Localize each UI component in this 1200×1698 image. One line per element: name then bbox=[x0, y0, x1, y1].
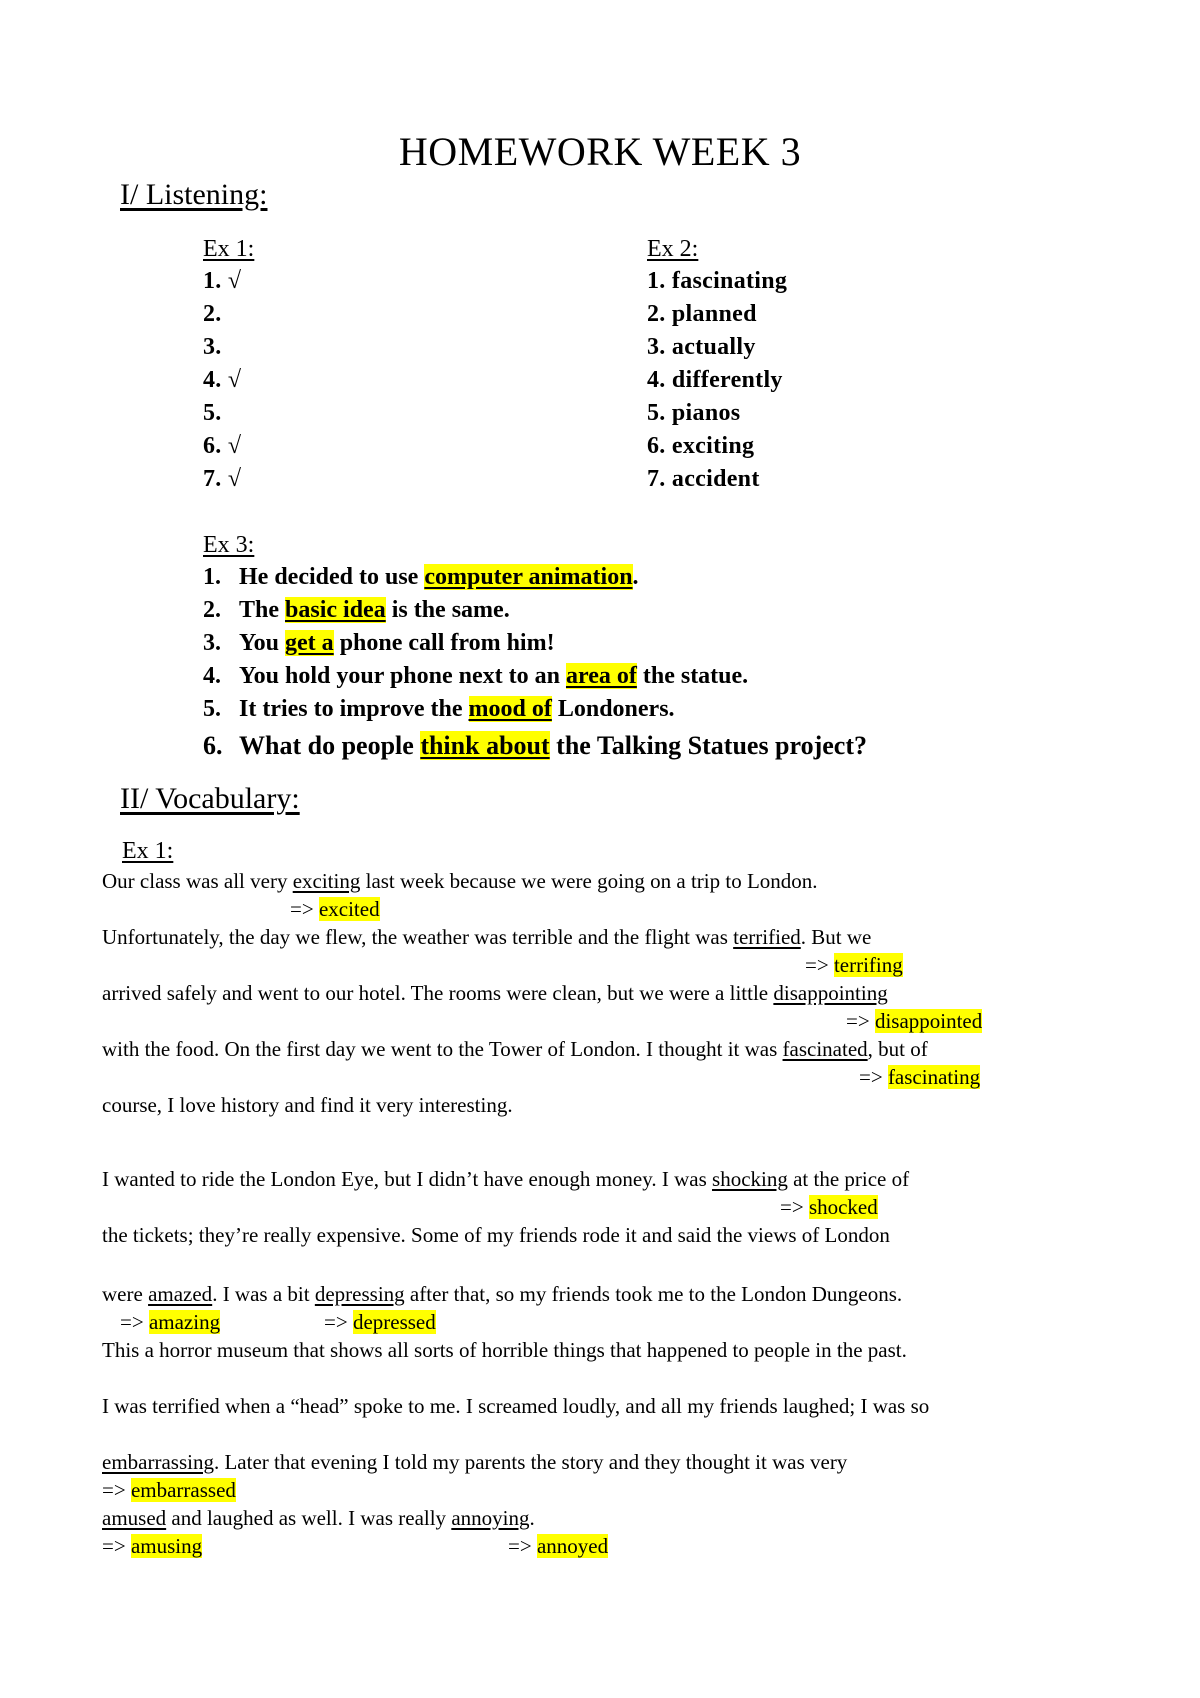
ex3-sentence bbox=[203, 731, 867, 761]
ex3-answer: get a bbox=[285, 630, 334, 656]
correction bbox=[290, 897, 380, 922]
passage-text: . Later that evening I told my parents the story and they thought it was very bbox=[213, 1450, 848, 1474]
listening-ex2-item: 5. pianos bbox=[647, 400, 741, 426]
corrected-word: annoyed bbox=[536, 1534, 609, 1558]
passage-line bbox=[102, 1506, 535, 1531]
listening-ex2-heading: Ex 2: bbox=[647, 236, 699, 262]
passage-line bbox=[102, 925, 871, 950]
arrow: => bbox=[780, 1195, 809, 1219]
listening-ex2-item: 6. exciting bbox=[647, 433, 755, 459]
corrected-word: fascinating bbox=[887, 1065, 981, 1089]
passage-line bbox=[102, 869, 818, 894]
ex3-text: You hold your phone next to an bbox=[239, 663, 566, 689]
listening-ex1-item: 2. bbox=[203, 301, 222, 327]
correction bbox=[805, 953, 903, 978]
corrected-word: disappointed bbox=[874, 1009, 983, 1033]
ex3-sentence bbox=[203, 564, 639, 591]
wrong-word: disappointing bbox=[773, 981, 888, 1005]
corrected-word: terrifing bbox=[833, 953, 903, 977]
listening-ex2-item: 7. accident bbox=[647, 466, 760, 492]
arrow: => bbox=[805, 953, 834, 977]
correction bbox=[120, 1310, 220, 1335]
passage-text: were bbox=[102, 1282, 149, 1306]
correction bbox=[859, 1065, 980, 1090]
passage-text: , but of bbox=[867, 1037, 928, 1061]
listening-heading: I/ Listening: bbox=[120, 178, 268, 211]
wrong-word: amused bbox=[102, 1506, 167, 1530]
wrong-word: fascinated bbox=[782, 1037, 868, 1061]
wrong-word: shocking bbox=[712, 1167, 788, 1191]
wrong-word: depressing bbox=[314, 1282, 405, 1306]
vocabulary-ex1-heading: Ex 1: bbox=[122, 838, 174, 864]
corrected-word: embarrassed bbox=[130, 1478, 236, 1502]
ex3-number: 1. bbox=[203, 564, 221, 590]
ex3-sentence bbox=[203, 630, 555, 657]
passage-text: I wanted to ride the London Eye, but I didn’t have enough money. I was bbox=[102, 1167, 713, 1191]
listening-ex1-item: 3. bbox=[203, 334, 222, 360]
ex3-text: Londoners. bbox=[551, 696, 675, 722]
listening-ex1-item: 1. √ bbox=[203, 268, 242, 294]
listening-ex1-item: 4. √ bbox=[203, 367, 242, 393]
passage-text: last week because we were going on a trip to London. bbox=[360, 869, 818, 893]
ex3-text: phone call from him! bbox=[333, 630, 555, 656]
correction bbox=[102, 1478, 236, 1503]
listening-ex1-heading: Ex 1: bbox=[203, 236, 255, 262]
passage-line bbox=[102, 981, 888, 1006]
passage-line bbox=[102, 1282, 902, 1307]
wrong-word: amazed bbox=[148, 1282, 213, 1306]
ex3-sentence bbox=[203, 696, 675, 723]
passage-line bbox=[102, 1037, 928, 1062]
passage-line bbox=[102, 1167, 909, 1192]
arrow: => bbox=[120, 1310, 149, 1334]
ex3-text: You bbox=[239, 630, 286, 656]
ex3-answer: think about bbox=[420, 731, 550, 760]
corrected-word: excited bbox=[318, 897, 380, 921]
ex3-text: is the same. bbox=[385, 597, 510, 623]
arrow: => bbox=[324, 1310, 353, 1334]
ex3-text: . bbox=[632, 564, 639, 590]
wrong-word: exciting bbox=[292, 869, 361, 893]
listening-ex1-item: 5. bbox=[203, 400, 222, 426]
listening-ex2-item: 1. fascinating bbox=[647, 268, 788, 294]
ex3-number: 4. bbox=[203, 663, 221, 689]
ex3-text: He decided to use bbox=[239, 564, 425, 590]
listening-ex2-item: 2. planned bbox=[647, 301, 757, 327]
ex3-text: It tries to improve the bbox=[239, 696, 469, 722]
listening-ex1-item: 7. √ bbox=[203, 466, 242, 492]
passage-text: with the food. On the first day we went to the Tower of London. I thought it was bbox=[102, 1037, 783, 1061]
corrected-word: amusing bbox=[130, 1534, 203, 1558]
correction bbox=[780, 1195, 878, 1220]
passage-text: Unfortunately, the day we flew, the weather was terrible and the flight was bbox=[102, 925, 734, 949]
ex3-answer: mood of bbox=[468, 696, 552, 722]
corrected-word: depressed bbox=[352, 1310, 436, 1334]
corrected-word: amazing bbox=[148, 1310, 221, 1334]
ex3-answer: basic idea bbox=[285, 597, 386, 623]
ex3-sentence bbox=[203, 663, 748, 690]
wrong-word: terrified bbox=[733, 925, 801, 949]
correction bbox=[324, 1310, 436, 1335]
passage-line: the tickets; they’re really expensive. Some of my friends rode it and said the views of London bbox=[102, 1223, 890, 1247]
passage-line: course, I love history and find it very interesting. bbox=[102, 1093, 513, 1117]
passage-text: . bbox=[529, 1506, 535, 1530]
listening-ex1-item: 6. √ bbox=[203, 433, 242, 459]
correction bbox=[102, 1534, 202, 1559]
page-title: HOMEWORK WEEK 3 bbox=[398, 129, 802, 174]
ex3-text: What do people bbox=[239, 731, 421, 760]
passage-text: Our class was all very bbox=[102, 869, 293, 893]
vocabulary-heading: II/ Vocabulary: bbox=[120, 782, 300, 815]
ex3-number: 6. bbox=[203, 731, 223, 760]
passage-line: I was terrified when a “head” spoke to me. I screamed loudly, and all my friends laughed; I was so bbox=[102, 1394, 930, 1418]
ex3-number: 3. bbox=[203, 630, 221, 656]
listening-ex3-heading: Ex 3: bbox=[203, 532, 255, 558]
ex3-answer: computer animation bbox=[424, 564, 633, 590]
ex3-answer: area of bbox=[565, 663, 637, 689]
ex3-text: the Talking Statues project? bbox=[549, 731, 867, 760]
arrow: => bbox=[102, 1534, 131, 1558]
listening-ex2-item: 3. actually bbox=[647, 334, 756, 360]
passage-line bbox=[102, 1450, 847, 1475]
passage-text: arrived safely and went to our hotel. The rooms were clean, but we were a little bbox=[102, 981, 774, 1005]
passage-line: This a horror museum that shows all sorts of horrible things that happened to people in the past. bbox=[102, 1338, 907, 1362]
ex3-number: 2. bbox=[203, 597, 221, 623]
ex3-text: the statue. bbox=[636, 663, 749, 689]
wrong-word: embarrassing bbox=[102, 1450, 214, 1474]
ex3-text: The bbox=[239, 597, 286, 623]
correction bbox=[508, 1534, 608, 1559]
arrow: => bbox=[508, 1534, 537, 1558]
passage-text: after that, so my friends took me to the London Dungeons. bbox=[404, 1282, 903, 1306]
listening-ex2-item: 4. differently bbox=[647, 367, 783, 393]
ex3-number: 5. bbox=[203, 696, 221, 722]
passage-text: . But we bbox=[800, 925, 872, 949]
arrow: => bbox=[859, 1065, 888, 1089]
arrow: => bbox=[846, 1009, 875, 1033]
wrong-word: annoying bbox=[451, 1506, 530, 1530]
arrow: => bbox=[102, 1478, 131, 1502]
passage-text: . I was a bit bbox=[212, 1282, 315, 1306]
arrow: => bbox=[290, 897, 319, 921]
passage-text: and laughed as well. I was really bbox=[166, 1506, 452, 1530]
correction bbox=[846, 1009, 982, 1034]
ex3-sentence bbox=[203, 597, 510, 624]
corrected-word: shocked bbox=[808, 1195, 878, 1219]
passage-text: at the price of bbox=[787, 1167, 910, 1191]
